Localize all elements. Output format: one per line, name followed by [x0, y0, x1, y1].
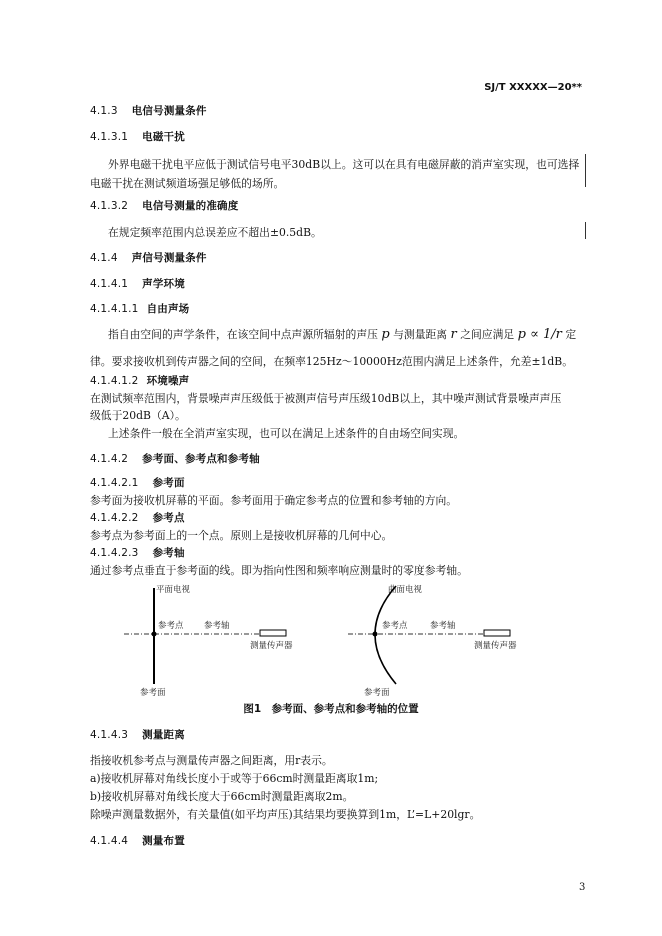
curved-tv-label: 曲面电视 [388, 585, 423, 595]
heading-4-1-4-2-2 [90, 511, 185, 526]
heading-4-1-4-4 [90, 834, 185, 849]
heading-4-1-3-1 [90, 130, 185, 145]
section-title: 电信号测量的准确度 [142, 200, 239, 212]
section-title: 声信号测量条件 [131, 252, 207, 264]
section-title: 自由声场 [146, 303, 190, 315]
heading-4-1-4-2-1 [90, 476, 185, 491]
heading-4-1-4-1-1 [90, 302, 189, 317]
heading-4-1-4 [90, 251, 207, 266]
text-run: 与测量距离 [393, 328, 448, 341]
paragraph-line: 参考点为参考面上的一个点。原则上是接收机屏幕的几何中心。 [90, 529, 393, 542]
section-title: 电信号测量条件 [131, 105, 207, 117]
paragraph-line: 指接收机参考点与测量传声器之间距离，用r表示。 [90, 754, 333, 767]
section-number: 4.1.3.2 [90, 200, 129, 212]
heading-4-1-4-2 [90, 452, 260, 467]
paragraph-line: 律。要求接收机到传声器之间的空间，在频率125Hz～10000Hz范围内满足上述条件，允差±1dB。 [90, 355, 574, 368]
section-number: 4.1.3.1 [90, 131, 129, 143]
section-number: 4.1.4 [90, 252, 118, 264]
curved-axis-label: 参考轴 [430, 621, 456, 631]
section-title: 测量布置 [142, 835, 185, 847]
section-number: 4.1.4.1.2 [90, 375, 139, 387]
formula: p ∝ 1/r [517, 327, 562, 342]
section-number: 4.1.4.2.2 [90, 512, 139, 524]
heading-4-1-4-3 [90, 728, 185, 743]
section-number: 4.1.3 [90, 105, 118, 117]
text-run: 定 [565, 328, 577, 341]
flat-plane-label: 参考面 [140, 688, 166, 698]
paragraph-line: 级低于20dB（A）。 [90, 409, 186, 422]
heading-4-1-3 [90, 104, 207, 119]
paragraph-line: b)接收机屏幕对角线长度大于66cm时测量距离取2m。 [90, 790, 354, 803]
math-symbol-p: p [381, 327, 390, 342]
curved-reference-plane [375, 586, 396, 684]
curved-microphone [484, 630, 510, 636]
paragraph-line: a)接收机屏幕对角线长度小于或等于66cm时测量距离取1m; [90, 772, 379, 785]
heading-4-1-4-1-2 [90, 374, 189, 389]
section-title: 参考面 [152, 477, 185, 489]
page-number: 3 [579, 882, 586, 893]
change-bar [585, 154, 586, 187]
text-run: 之间应满足 [460, 328, 515, 341]
flat-reference-point [152, 632, 157, 637]
flat-tv-label: 平面电视 [156, 585, 191, 595]
text-run: 指自由空间的声学条件，在该空间中点声源所辐射的声压 [108, 328, 378, 341]
paragraph-line: 外界电磁干扰电平应低于测试信号电平30dB以上。这可以在具有电磁屏蔽的消声室实现，也可选择 [108, 158, 580, 171]
paragraph-line: 在规定频率范围内总误差应不超出±0.5dB。 [108, 226, 322, 239]
section-title: 参考点 [152, 512, 185, 524]
section-title: 参考面、参考点和参考轴 [142, 453, 260, 465]
section-number: 4.1.4.2 [90, 453, 129, 465]
paragraph-line: 参考面为接收机屏幕的平面。参考面用于确定参考点的位置和参考轴的方向。 [90, 494, 458, 507]
paragraph-line [108, 327, 576, 342]
section-number: 4.1.4.1.1 [90, 303, 139, 315]
paragraph-line: 上述条件一般在全消声室实现，也可以在满足上述条件的自由场空间实现。 [108, 427, 465, 440]
standard-code: SJ/T XXXXX—20** [484, 82, 582, 93]
section-number: 4.1.4.2.1 [90, 477, 139, 489]
section-title: 电磁干扰 [142, 131, 185, 143]
paragraph-line: 在测试频率范围内，背景噪声声压级低于被测声信号声压级10dB以上，其中噪声测试背景噪声声压 [90, 392, 562, 405]
heading-4-1-3-2 [90, 199, 238, 214]
section-title: 测量距离 [142, 729, 185, 741]
heading-4-1-4-1 [90, 277, 185, 292]
section-number: 4.1.4.2.3 [90, 547, 139, 559]
curved-reference-point [373, 632, 378, 637]
flat-microphone [260, 630, 286, 636]
paragraph-line: 电磁干扰在测试频道场强足够低的场所。 [90, 177, 285, 190]
section-number: 4.1.4.4 [90, 835, 129, 847]
flat-axis-label: 参考轴 [204, 621, 230, 631]
section-title: 参考轴 [152, 547, 185, 559]
figure-caption: 图1 参考面、参考点和参考轴的位置 [243, 703, 419, 715]
math-symbol-r: r [450, 327, 457, 342]
section-number: 4.1.4.1 [90, 278, 129, 290]
flat-point-label: 参考点 [158, 621, 184, 631]
paragraph-line: 通过参考点垂直于参考面的线。即为指向性图和频率响应测量时的零度参考轴。 [90, 564, 468, 577]
curved-plane-label: 参考面 [364, 688, 390, 698]
section-title: 环境噪声 [146, 375, 190, 387]
paragraph-line: 除噪声测量数据外，有关量值(如平均声压)其结果均要换算到1m，L’=L+20lgr。 [90, 808, 481, 821]
curved-point-label: 参考点 [382, 621, 408, 631]
flat-mic-label: 测量传声器 [250, 641, 293, 651]
heading-4-1-4-2-3 [90, 546, 185, 561]
curved-mic-label: 测量传声器 [474, 641, 517, 651]
section-number: 4.1.4.3 [90, 729, 129, 741]
change-bar [585, 222, 586, 239]
reference-diagram [110, 578, 550, 700]
section-title: 声学环境 [142, 278, 185, 290]
